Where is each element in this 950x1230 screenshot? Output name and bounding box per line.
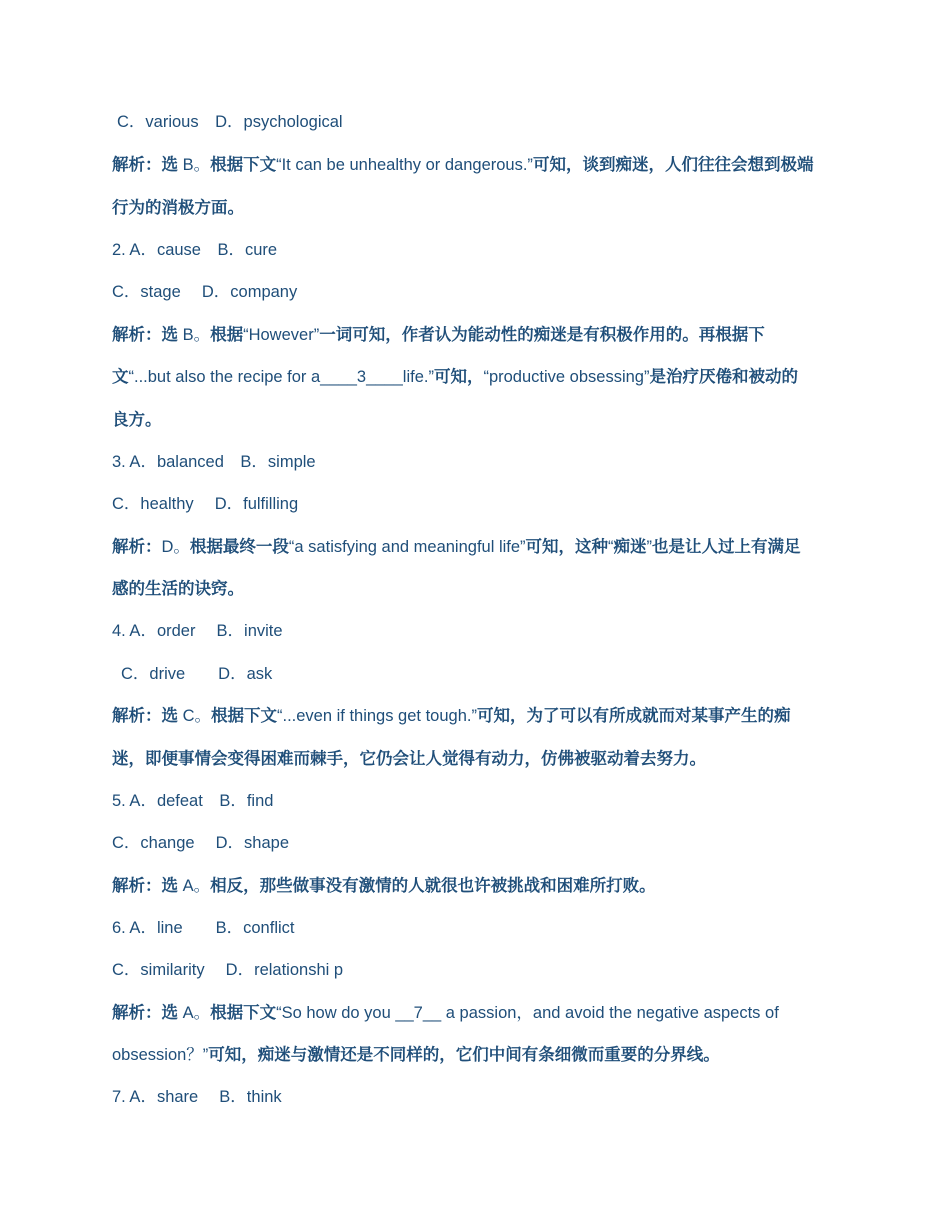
q5-options-ab — [112, 789, 852, 813]
analysis-text: 感的生活的诀窍。 — [112, 580, 244, 598]
quote-text: “a satisfying and meaningful life” — [288, 538, 526, 556]
analysis-label: 解析：选 — [112, 156, 178, 174]
analysis-label: 解析：选 — [112, 326, 178, 344]
analysis-text: 痴迷 — [613, 538, 647, 556]
q2-options-ab — [112, 238, 852, 262]
analysis-text: 可知，为了可以有所成就而对某事产生的痴 — [476, 707, 791, 725]
text: C．healthy D．fulfilling — [112, 495, 299, 513]
quote-text: “...even if things get tough.” — [277, 707, 477, 725]
analysis-label: 解析：选 — [112, 707, 178, 725]
q2-options-cd — [112, 280, 852, 304]
q3-analysis-line2 — [112, 577, 852, 601]
q3-analysis-line1 — [112, 535, 852, 559]
q3-options-cd — [112, 492, 852, 516]
text: 7. A．share B．think — [112, 1088, 282, 1106]
analysis-text: 行为的消极方面。 — [112, 199, 244, 217]
q5-options-cd — [112, 831, 852, 855]
answer-letter: D。 — [161, 538, 190, 556]
q6-analysis-line1 — [112, 1001, 852, 1025]
analysis-text: 可知， — [433, 368, 484, 386]
text: 5. A．defeat B．find — [112, 792, 274, 810]
analysis-text: 根据下文 — [210, 1004, 277, 1022]
analysis-label: 解析： — [112, 538, 162, 556]
quote-text: “So how do you __7__ a passion，and avoid the negative aspects of — [276, 1004, 779, 1022]
analysis-text: 良方。 — [112, 411, 162, 429]
q2-analysis-line3 — [112, 408, 852, 432]
quote-text: “It can be unhealthy or dangerous.” — [276, 156, 533, 174]
q6-options-cd — [112, 958, 852, 982]
q2-analysis-line1 — [112, 323, 852, 347]
answer-letter: B。 — [178, 326, 211, 344]
analysis-text: 也是让人过上有满足 — [652, 538, 801, 556]
analysis-text: 根据最终一段 — [189, 538, 289, 556]
q4-options-ab — [112, 619, 852, 643]
q6-analysis-line2 — [112, 1043, 852, 1067]
q6-options-ab — [112, 916, 852, 940]
analysis-text: 根据下文 — [211, 707, 277, 725]
text: 6. A．line B．conflict — [112, 919, 295, 937]
analysis-label: 解析：选 — [112, 877, 178, 895]
text: C．stage D．company — [112, 283, 298, 301]
analysis-label: 解析：选 — [112, 1004, 178, 1022]
text: 3. A．balanced B．simple — [112, 453, 316, 471]
q1-analysis-line2 — [112, 196, 852, 220]
analysis-text: 可知，这种 — [525, 538, 609, 556]
q3-options-ab — [112, 450, 852, 474]
analysis-text: 是治疗厌倦和被动的 — [649, 368, 798, 386]
quote-text: “...but also the recipe for a____3____life.” — [128, 368, 434, 386]
text: C．similarity D．relationshi p — [112, 961, 344, 979]
q7-options-ab — [112, 1085, 852, 1109]
quote-text: obsession？” — [112, 1046, 209, 1064]
quote-text: “productive obsessing” — [483, 368, 650, 386]
text: C．drive D．ask — [121, 665, 273, 683]
analysis-text: 相反，那些做事没有激情的人就很也许被挑战和困难所打败。 — [210, 877, 656, 895]
quote-mark: “ — [608, 538, 614, 556]
q1-options-cd — [117, 110, 857, 134]
q1-analysis-line1 — [112, 153, 852, 177]
answer-letter: A。 — [178, 1004, 211, 1022]
analysis-text: 一词可知，作者认为能动性的痴迷是有积极作用的。再根据下 — [319, 326, 765, 344]
analysis-text: 迷，即便事情会变得困难而棘手，它仍会让人觉得有动力，仿佛被驱动着去努力。 — [112, 750, 706, 768]
text: C．change D．shape — [112, 834, 290, 852]
answer-letter: A。 — [178, 877, 211, 895]
text: 2. A．cause B．cure — [112, 241, 278, 259]
analysis-text: 文 — [112, 368, 129, 386]
analysis-text: 根据 — [210, 326, 244, 344]
quote-text: “However” — [243, 326, 320, 344]
q4-analysis-line1 — [112, 704, 852, 728]
analysis-text: 根据下文 — [210, 156, 277, 174]
q4-options-cd — [121, 662, 861, 686]
text: C．various D．psychological — [117, 113, 343, 131]
answer-letter: B。 — [178, 156, 211, 174]
q4-analysis-line2 — [112, 747, 852, 771]
q5-analysis-line1 — [112, 874, 852, 898]
q2-analysis-line2 — [112, 365, 852, 389]
text: 4. A．order B．invite — [112, 622, 283, 640]
analysis-text: 可知，谈到痴迷，人们往往会想到极端 — [532, 156, 814, 174]
quote-mark: ” — [646, 538, 653, 556]
answer-letter: C。 — [178, 707, 211, 725]
analysis-text: 可知，痴迷与激情还是不同样的，它们中间有条细微而重要的分界线。 — [208, 1046, 720, 1064]
